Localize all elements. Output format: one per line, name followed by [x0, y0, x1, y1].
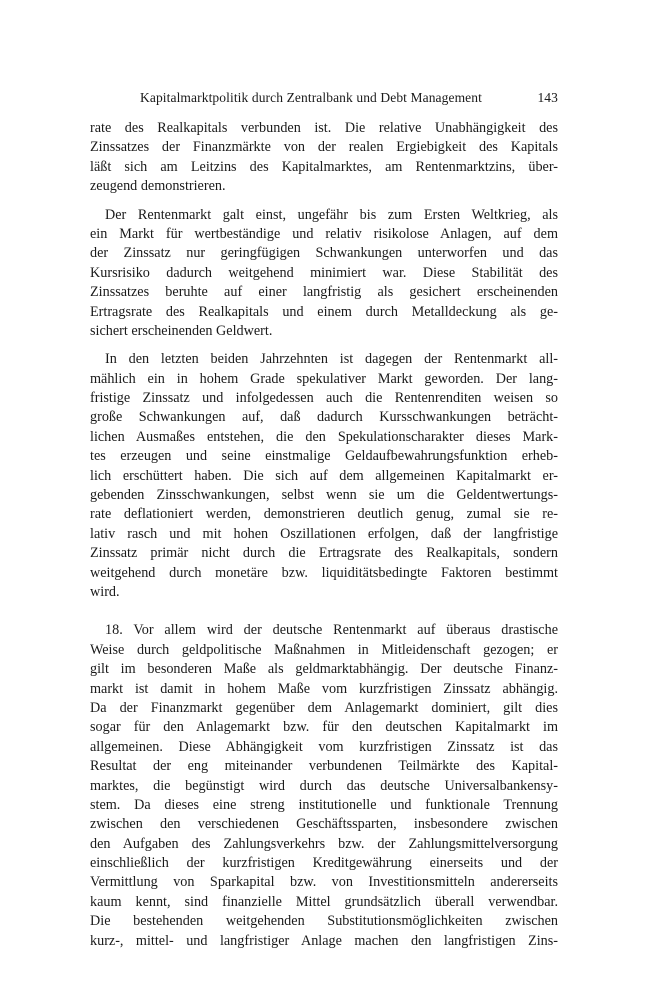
text-line: stem. Da dieses eine streng institutionelle und funktionale Trennung	[90, 796, 558, 813]
text-line: kaum kennt, sind finanzielle Mittel grundsätzlich überall verwendbar.	[90, 893, 558, 910]
paragraph-gap	[90, 341, 558, 350]
text-line: Zinssatzes beruhte auf einer langfristig als gesichert erscheinenden	[90, 284, 558, 301]
text-line: Ertragsrate des Realkapitals und einem durch Metalldeckung als ge-	[90, 303, 558, 320]
text-line: marktes, die begünstigt wird durch das deutsche Universalbankensy-	[90, 777, 558, 794]
text-line: den Aufgaben des Zahlungsverkehrs bzw. der Zahlungsmittelversorgung	[90, 835, 558, 852]
text-line: lichen Ausmaßes entstehen, die den Spekulationscharakter dieses Mark-	[90, 428, 558, 445]
body-text	[90, 119, 558, 951]
text-line: kurz-, mittel- und langfristiger Anlage machen den langfristigen Zins-	[90, 932, 558, 949]
text-line: lativ rasch und mit hohen Oszillationen erfolgen, daß der langfristige	[90, 525, 558, 542]
text-line: Zinssatz primär nicht durch die Ertragsrate des Realkapitals, sondern	[90, 545, 558, 562]
paragraph-rentenmarkt-history	[90, 206, 558, 342]
paragraph-continuation	[90, 119, 558, 197]
text-line: markt ist damit in hohem Maße vom kurzfristigen Zinssatz abhängig.	[90, 680, 558, 697]
text-line: Die bestehenden weitgehenden Substitutionsmöglichkeiten zwischen	[90, 913, 558, 930]
text-line: ein Markt für wertbeständige und relativ risikolose Anlagen, auf dem	[90, 225, 558, 242]
page-number: 143	[537, 90, 558, 105]
text-line: lich erschüttert haben. Die sich auf dem allgemeinen Kapitalmarkt er-	[90, 467, 558, 484]
paragraph-speculative-market	[90, 350, 558, 602]
text-line: läßt sich am Leitzins des Kapitalmarktes, am Rentenmarktzins, über-	[90, 158, 558, 175]
running-title: Kapitalmarktpolitik durch Zentralbank und Debt Management	[140, 90, 482, 105]
section-gap	[90, 602, 558, 621]
paragraph-gap	[90, 197, 558, 206]
text-line: tes erzeugen und seine einstmalige Geldaufbewahrungsfunktion erheb-	[90, 448, 558, 465]
text-line: Zinssatzes der Finanzmärkte von der realen Ergiebigkeit des Kapitals	[90, 139, 558, 156]
text-line: zwischen den verschiedenen Geschäftssparten, insbesondere zwischen	[90, 816, 558, 833]
text-line: Der Rentenmarkt galt einst, ungefähr bis zum Ersten Weltkrieg, als	[105, 206, 558, 223]
paragraph-section-18	[90, 621, 558, 951]
text-line: sogar für den Anlagemarkt bzw. für den deutschen Kapitalmarkt im	[90, 719, 558, 736]
text-line: zeugend demonstrieren.	[90, 178, 226, 195]
text-line: Resultat der eng miteinander verbundenen Teilmärkte des Kapital-	[90, 758, 558, 775]
text-line: rate des Realkapitals verbunden ist. Die relative Unabhängigkeit des	[90, 120, 558, 136]
text-line: gebenden Zinsschwankungen, selbst wenn sie um die Geldentwertungs-	[90, 487, 558, 504]
text-line: Da der Finanzmarkt gegenüber dem Anlagemarkt dominiert, gilt dies	[90, 699, 558, 716]
text-line: weitgehend durch monetäre bzw. liquiditätsbedingte Faktoren bestimmt	[90, 564, 558, 581]
text-line: rate deflationiert werden, demonstrieren deutlich genug, zumal sie re-	[90, 506, 558, 523]
text-line: gilt im besonderen Maße als geldmarktabhängig. Der deutsche Finanz-	[90, 661, 558, 678]
text-line: Weise durch geldpolitische Maßnahmen in Mitleidenschaft gezogen; er	[90, 641, 558, 658]
text-line: allgemeinen. Diese Abhängigkeit vom kurzfristigen Zinssatz ist das	[90, 738, 558, 755]
text-line: sichert erscheinenden Geldwert.	[90, 322, 273, 339]
text-line: 18. Vor allem wird der deutsche Rentenmarkt auf überaus drastische	[105, 622, 558, 639]
text-line: wird.	[90, 583, 120, 600]
text-line: fristige Zinssatz und infolgedessen auch die Rentenrenditen weisen so	[90, 390, 558, 407]
text-line: Vermittlung von Sparkapital bzw. von Investitionsmitteln andererseits	[90, 874, 558, 891]
text-line: mählich ein in hohem Grade spekulativer Markt geworden. Der lang-	[90, 370, 558, 387]
text-line: der Zinssatz nur geringfügigen Schwankungen unterworfen und das	[90, 245, 558, 262]
text-line: In den letzten beiden Jahrzehnten ist dagegen der Rentenmarkt all-	[105, 351, 558, 368]
text-line: Kursrisiko dadurch weitgehend minimiert war. Diese Stabilität des	[90, 264, 558, 281]
running-head	[90, 90, 558, 110]
text-line: einschließlich der kurzfristigen Kreditgewährung einerseits und der	[90, 855, 558, 872]
text-line: große Schwankungen auf, daß dadurch Kursschwankungen beträcht-	[90, 409, 558, 426]
